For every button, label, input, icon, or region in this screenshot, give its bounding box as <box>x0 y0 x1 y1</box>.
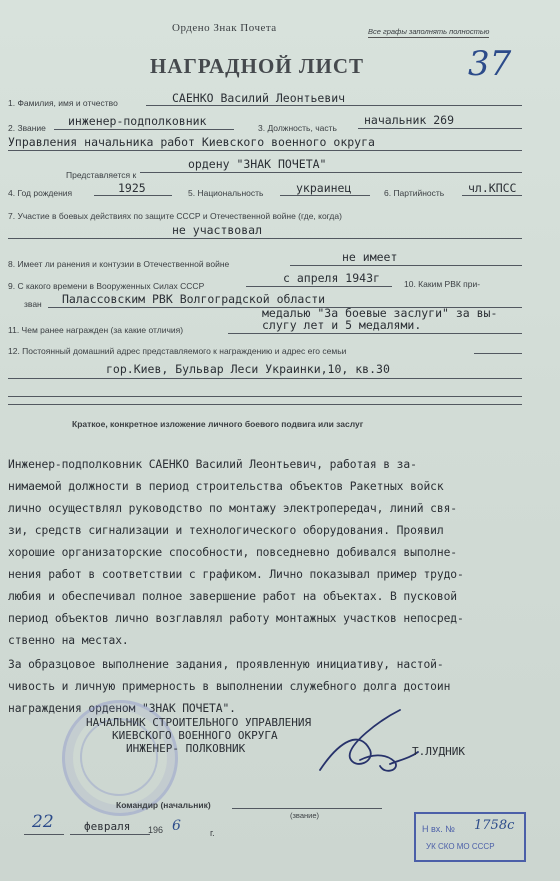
body-line: нимаемой должности в период строительства объектов Ракетных войск <box>8 480 444 493</box>
signature-block-line-1: НАЧАЛЬНИК СТРОИТЕЛЬНОГО УПРАВЛЕНИЯ <box>86 716 312 729</box>
field-6-value: чл.КПСС <box>468 181 517 195</box>
date-year-prefix: 196 <box>148 825 164 835</box>
signature-name: Т.ЛУДНИК <box>412 745 465 758</box>
registration-number: 1758с <box>474 818 515 833</box>
registration-stamp-label: Н вх. № <box>422 824 455 834</box>
rank-label: (звание) <box>290 811 320 820</box>
field-2-value: инженер-подполковник <box>68 114 207 128</box>
section-title: Краткое, конкретное изложение личного боевого подвига или заслуг <box>72 419 364 429</box>
field-10-label: 10. Каким РВК при- <box>404 279 481 289</box>
field-5-value: украинец <box>296 181 352 195</box>
field-2-label: 2. Звание <box>8 123 46 133</box>
field-9-value: с апреля 1943г <box>283 271 380 285</box>
date-year-digit: 6 <box>172 818 181 834</box>
field-4-label: 4. Год рождения <box>8 188 73 198</box>
body-line: любия и обеспечивал полное завершение работ на объектах. В пусковой <box>8 590 457 603</box>
field-1-label: 1. Фамилия, имя и отчество <box>8 98 118 108</box>
date-year-suffix: г. <box>210 828 215 838</box>
page-title: НАГРАДНОЙ ЛИСТ <box>150 54 365 78</box>
body-line: ственно на местах. <box>8 634 129 647</box>
handwritten-signature <box>300 700 430 790</box>
signature-block-line-2: КИЕВСКОГО ВОЕННОГО ОКРУГА <box>112 729 278 742</box>
date-day: 22 <box>32 812 54 832</box>
field-9-label: 9. С какого времени в Вооруженных Силах СССР <box>8 281 205 291</box>
field-8-value: не имеет <box>342 250 398 264</box>
field-11-value: слугу лет и 5 медалями. <box>262 318 422 332</box>
signature-block-line-3: ИНЖЕНЕР- ПОЛКОВНИК <box>126 742 246 755</box>
field-3-value: начальник 269 <box>364 113 455 127</box>
sheet-number: 37 <box>468 44 512 84</box>
field-7-value: не участвовал <box>172 223 263 237</box>
field-11-value-top: медалью "За боевые заслуги" за вы- <box>262 306 498 320</box>
field-10-value: Палассовским РВК Волгоградской области <box>62 292 326 306</box>
field-1-value: САЕНКО Василий Леонтьевич <box>172 91 346 105</box>
body-line: зи, средств сигнализации и технологического оборудования. Проявил <box>8 524 444 537</box>
presented-label: Представляется к <box>66 170 137 180</box>
field-11-label: 11. Чем ранее награжден (за какие отличия) <box>8 325 184 335</box>
field-5-label: 5. Национальность <box>188 188 264 198</box>
field-3-value-continued: Управления начальника работ Киевского военного округа <box>8 135 375 149</box>
body-line: чивость и личную примерность в выполнении служебного долга достоин <box>8 680 451 693</box>
body-line: Инженер-подполковник САЕНКО Василий Леонтьевич, работая в за- <box>8 458 417 471</box>
field-3-label: 3. Должность, часть <box>258 123 337 133</box>
fill-instruction-note: Все графы заполнять полностью <box>368 27 490 36</box>
date-month: февраля <box>84 820 131 833</box>
body-line: период объектов лично возглавлял работу монтажных участков непосред- <box>8 612 464 625</box>
commander-label: Командир (начальник) <box>116 800 211 810</box>
field-8-label: 8. Имеет ли ранения и контузии в Отечественной войне <box>8 259 230 269</box>
body-line: За образцовое выполнение задания, проявленную инициативу, настой- <box>8 658 444 671</box>
body-line: лично осуществлял руководство по монтажу электропередач, линий свя- <box>8 502 457 515</box>
field-12-value: гор.Киев, Бульвар Леси Украинки,10, кв.30 <box>106 362 390 376</box>
body-line: награждения орденом "ЗНАК ПОЧЕТА". <box>8 702 236 715</box>
registration-stamp <box>414 812 526 862</box>
field-7-label: 7. Участие в боевых действиях по защите СССР и Отечественной войне (где, когда) <box>8 211 342 221</box>
body-line: нения работ в соответствии с графиком. Лично показывал пример трудо- <box>8 568 464 581</box>
field-10-label-continued: зван <box>24 299 42 309</box>
presented-value: ордену "ЗНАК ПОЧЕТА" <box>188 157 327 171</box>
body-line: хорошие организаторские способности, повседневно добивался выполне- <box>8 546 457 559</box>
order-name: Ордено Знак Почета <box>172 22 277 34</box>
field-4-value: 1925 <box>118 181 146 195</box>
registration-stamp-org: УК СКО МО СССР <box>426 842 495 851</box>
field-6-label: 6. Партийность <box>384 188 445 198</box>
field-12-label: 12. Постоянный домашний адрес представляемого к награждению и адрес его семьи <box>8 346 347 356</box>
